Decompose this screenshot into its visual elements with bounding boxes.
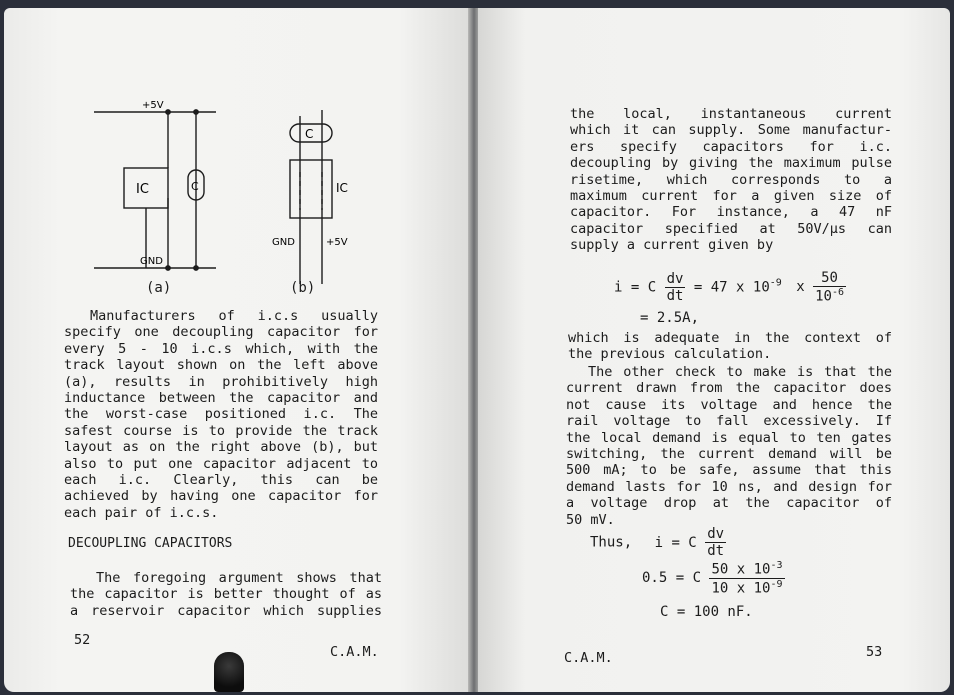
equation-current-result: = 2.5A, [640, 310, 700, 326]
footer-right: C.A.M. [564, 650, 613, 666]
text-line: ers specify capacitors for i.c. [570, 138, 892, 155]
eq1-fraction-dv-dt [665, 271, 686, 304]
text-line: demand lasts for 10 ns, and design for [566, 478, 892, 495]
text-line: each pair of i.c.s. [64, 504, 219, 521]
section-heading: DECOUPLING CAPACITORS [68, 536, 233, 551]
fig-a-supply-label: +5V [142, 100, 164, 111]
fig-b-cap-label: C [305, 127, 314, 141]
eq2-thus: Thus, [590, 534, 633, 551]
text-line: The other check to make is that the [588, 364, 892, 380]
fig-b-ic-label: IC [336, 181, 348, 195]
text-line: a reservoir capacitor which supplies [70, 602, 382, 619]
figure-caption-b: (b) [290, 280, 316, 296]
equation-result: C = 100 nF. [660, 604, 753, 620]
fig-a-ground-label: GND [140, 256, 163, 267]
text-line: each i.c. Clearly, this can be [64, 472, 378, 489]
text-line: safest course is to provide the track [64, 422, 378, 439]
eq2-lhs: i = C [654, 534, 697, 551]
text-line: The foregoing argument shows that [96, 570, 382, 586]
left-paragraph-2 [70, 570, 382, 619]
eq1-frac-den: dt [666, 287, 684, 304]
eq1-mid: = 47 x 10 [693, 279, 770, 296]
eq1-frac-num: dv [666, 270, 684, 287]
eq2-fraction-values [709, 560, 784, 596]
eq1-frac2-num: 50 [813, 270, 846, 287]
text-line: specify one decoupling capacitor for [64, 324, 378, 341]
eq1-fraction-50 [813, 270, 846, 305]
footer-left: C.A.M. [330, 644, 379, 660]
text-line: rail voltage to fall excessively. If [566, 413, 892, 430]
text-line: track layout shown on the left above [64, 357, 378, 374]
eq1-lhs: i = C [614, 279, 657, 296]
text-line: the local demand is equal to ten gates [566, 429, 892, 446]
eq1-mid-exp: -9 [769, 277, 782, 289]
eq1-frac2-den-wrap [813, 287, 846, 305]
text-line: which is adequate in the context of [568, 330, 892, 346]
right-page [478, 8, 950, 692]
eq1-times: x [796, 279, 805, 296]
text-line: supply a current given by [570, 237, 774, 254]
equation-current [614, 270, 846, 305]
text-line: Manufacturers of i.c.s usually [90, 308, 378, 324]
text-line: 500 mA; to be safe, assume that this [566, 462, 892, 479]
right-paragraph-2 [568, 330, 892, 363]
page-number-left: 52 [74, 632, 91, 648]
eq2-frac-num: dv [707, 526, 725, 542]
bookmark-knob [214, 652, 244, 692]
equation-thus [590, 526, 726, 559]
text-line: a voltage drop at the capacitor of [566, 495, 892, 512]
fig-b-ground-label: GND [272, 237, 295, 248]
fig-b-supply-label: +5V [326, 237, 348, 248]
text-line: risetime, which corresponds to a [570, 171, 892, 188]
text-line: layout as on the right above (b), but [64, 439, 378, 456]
text-line: the previous calculation. [568, 346, 772, 363]
right-paragraph-1 [570, 106, 892, 254]
decoupling-track-layout-figure [84, 88, 384, 288]
equation-solve [642, 560, 785, 596]
text-line: also to put one capacitor adjacent to [64, 455, 378, 472]
eq2-frac2-num-exp: -3 [770, 560, 783, 571]
right-paragraph-3 [566, 364, 892, 528]
eq2-frac2-num: 50 x 10 [711, 561, 771, 578]
eq1-frac2-den-exp: -6 [831, 287, 845, 298]
eq2-line2-lhs: 0.5 = C [642, 570, 702, 587]
eq2-frac2-num-wrap [709, 560, 784, 579]
page-number-right: 53 [866, 644, 883, 660]
figure-caption-a: (a) [146, 280, 172, 296]
eq2-frac2-den-exp: -9 [770, 578, 783, 590]
text-line: capacitor. For instance, a 47 nF [570, 204, 892, 221]
text-line: capacitor specified at 50V/μs can [570, 220, 892, 237]
text-line: the local, instantaneous current [570, 106, 892, 122]
left-page [4, 8, 470, 692]
text-line: the worst-case positioned i.c. The [64, 406, 378, 423]
eq2-frac2-den-wrap [709, 579, 784, 597]
fig-a-cap-label: C [191, 180, 199, 193]
eq1-frac2-den: 10 [815, 288, 832, 305]
text-line: maximum current for a given size of [570, 188, 892, 205]
text-line: achieved by having one capacitor for [64, 488, 378, 505]
left-paragraph-1 [64, 308, 378, 521]
text-line: (a), results in prohibitively high [64, 373, 378, 390]
text-line: not cause its voltage and hence the [566, 396, 892, 413]
text-line: the capacitor is better thought of as [70, 586, 382, 603]
text-line: current drawn from the capacitor does [566, 380, 892, 397]
eq2-frac2-den: 10 x 10 [711, 580, 771, 597]
text-line: decoupling by giving the maximum pulse [570, 155, 892, 172]
fig-a-ic-label: IC [136, 182, 149, 197]
eq2-frac-den: dt [707, 543, 725, 559]
text-line: 50 mV. [566, 511, 615, 528]
text-line: which it can supply. Some manufactur- [570, 122, 892, 139]
text-line: switching, the current demand will be [566, 446, 892, 463]
text-line: inductance between the capacitor and [64, 390, 378, 407]
text-line: every 5 - 10 i.c.s which, with the [64, 340, 378, 357]
eq2-fraction-dv-dt [705, 526, 726, 559]
